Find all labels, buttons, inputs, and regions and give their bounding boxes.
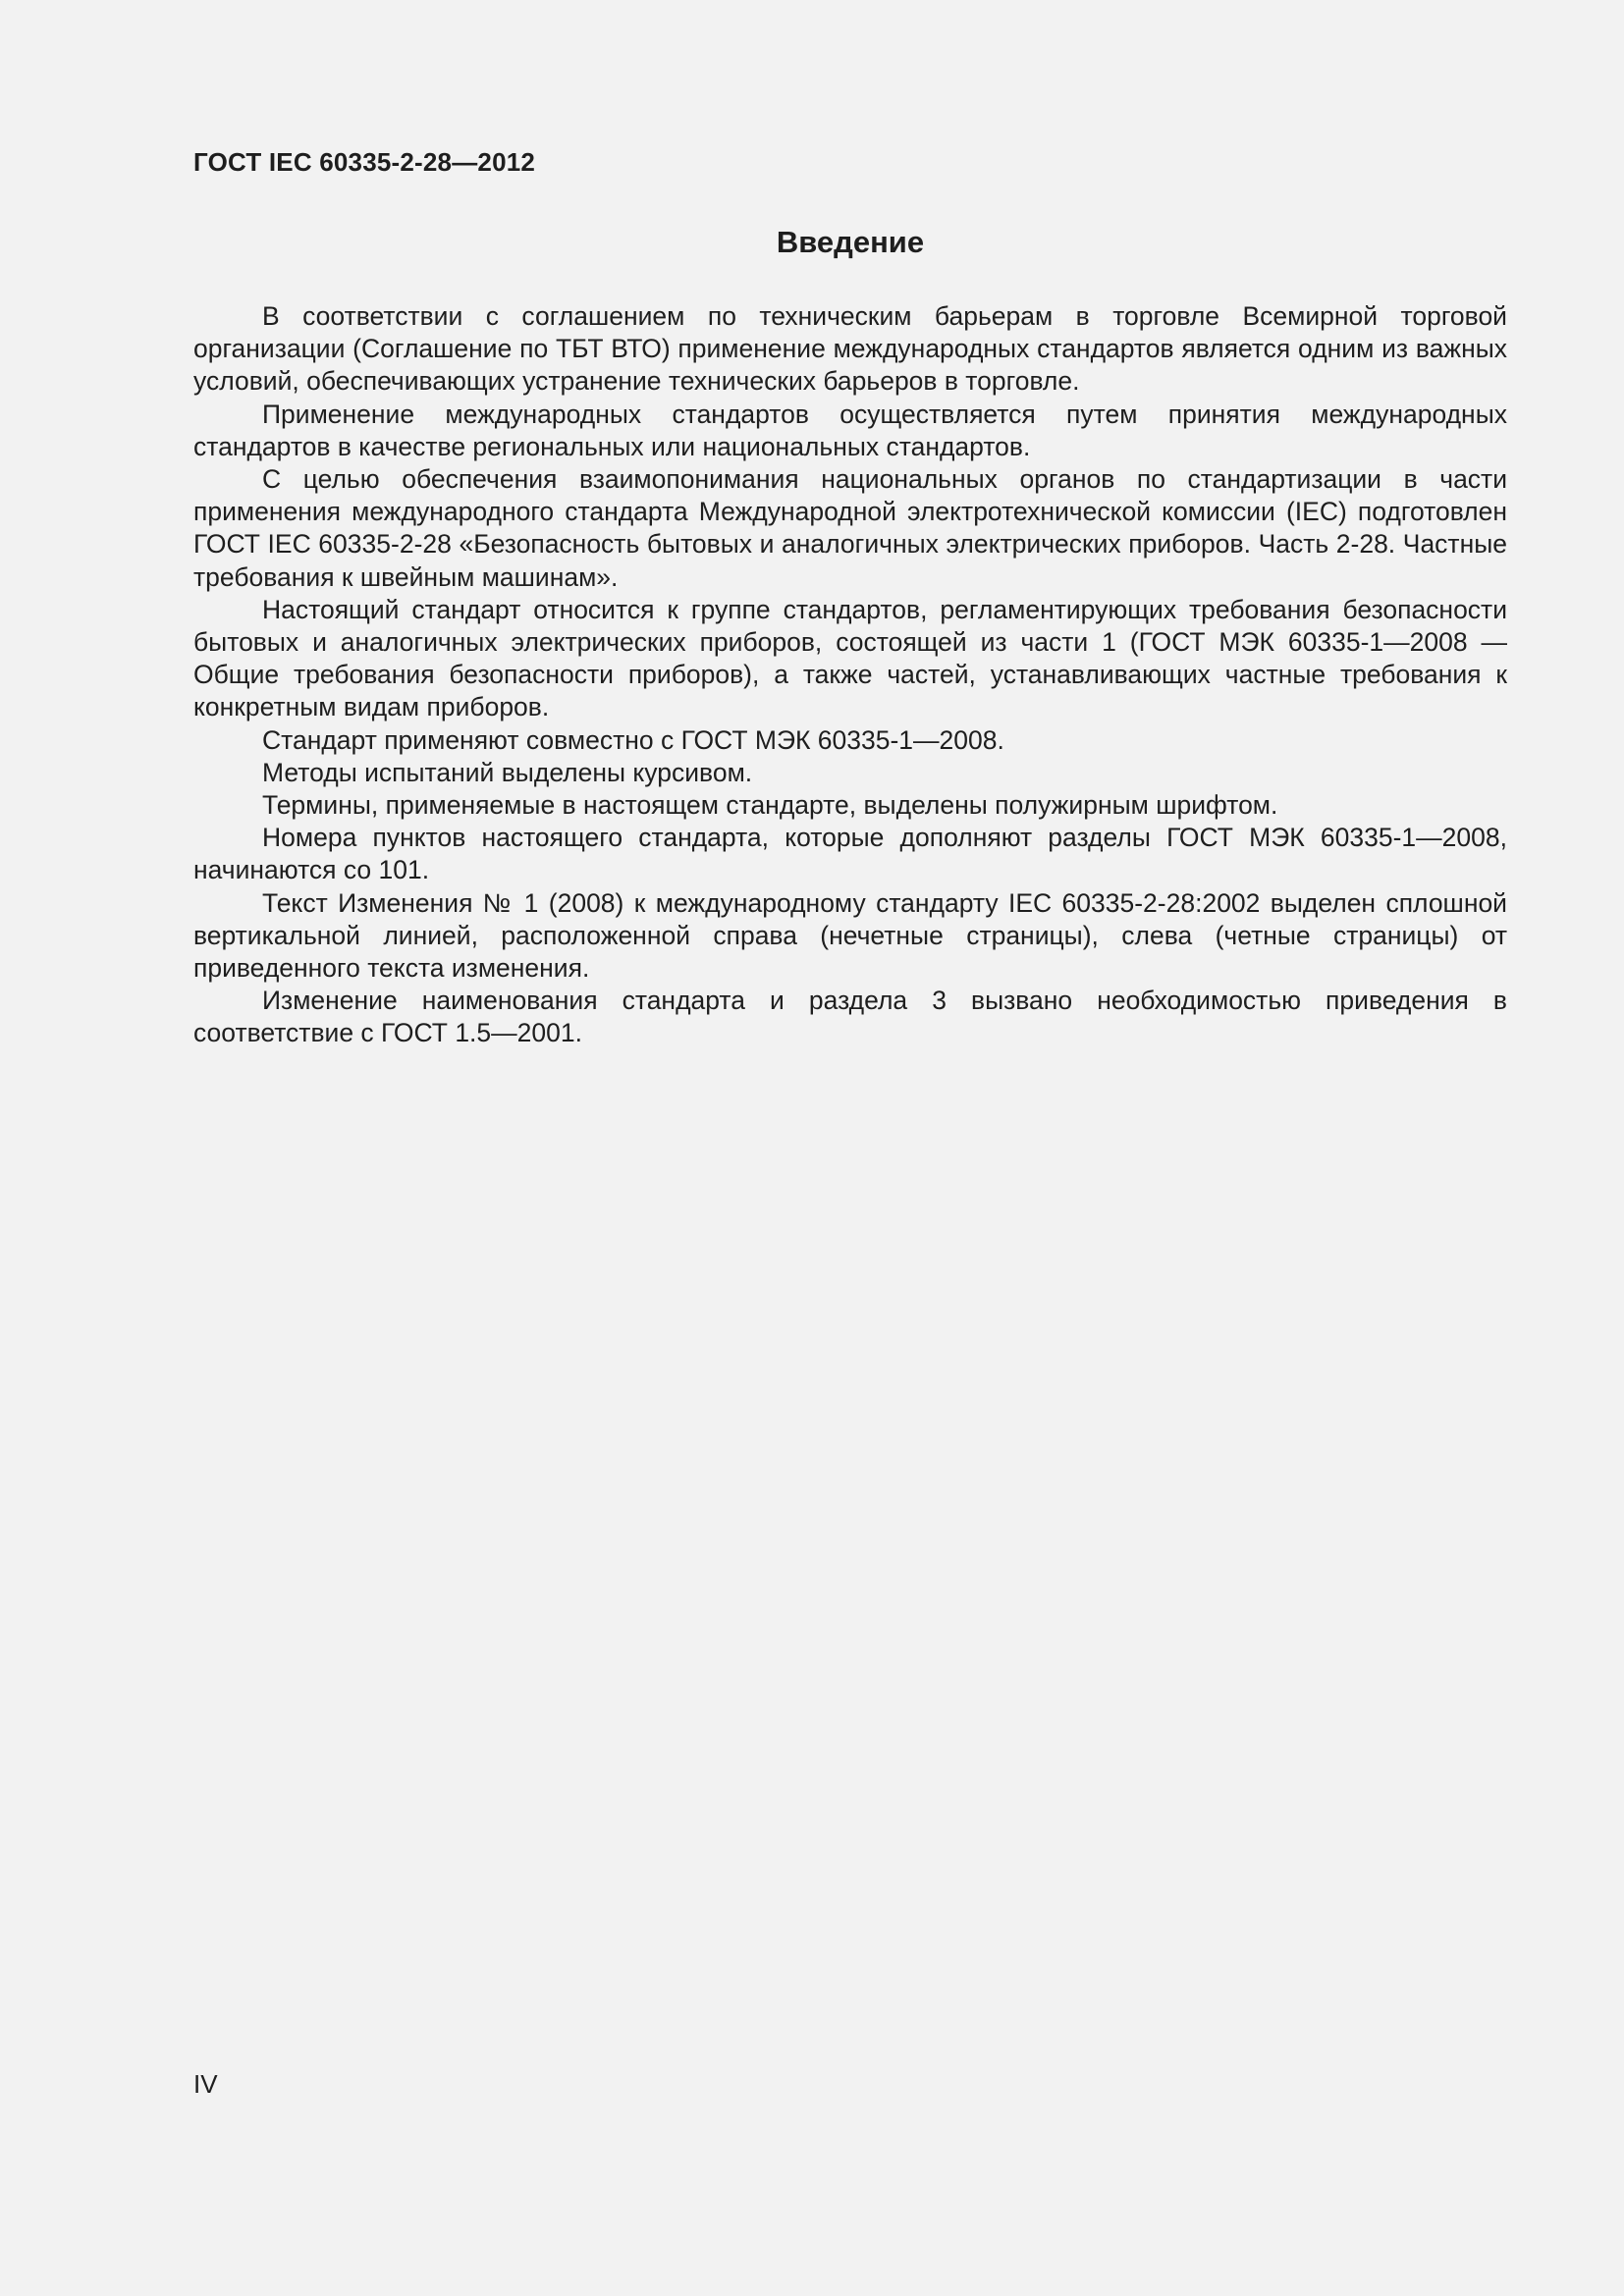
page-number: IV	[193, 2069, 218, 2099]
body-text	[193, 300, 1507, 1050]
paragraph: Текст Изменения № 1 (2008) к международному стандарту IEC 60335-2-28:2002 выделен сплошной вертикальной линией, расположенной справа (нечетные страницы), слева (четные страницы) от приведенного текста изменения.	[193, 887, 1507, 984]
paragraph: В соответствии с соглашением по техническим барьерам в торговле Всемирной торговой организации (Соглашение по ТБТ ВТО) применение международных стандартов является одним из важных условий, обеспечивающих устранение технических барьеров в торговле.	[193, 301, 1507, 397]
paragraph: Изменение наименования стандарта и раздела 3 вызвано необходимостью приведения в соответствие с ГОСТ 1.5—2001.	[193, 986, 1507, 1048]
paragraph: С целью обеспечения взаимопонимания национальных органов по стандартизации в части применения международного стандарта Международной электротехнической комиссии (IEC) подготовлен ГОСТ IEC 60335-2-28 «Безопасность бытовых и аналогичных электрических приборов. Часть 2-28. Частные требования к швейным машинам».	[193, 464, 1507, 592]
paragraph: Стандарт применяют совместно с ГОСТ МЭК 60335-1—2008.	[262, 724, 1004, 755]
document-header: ГОСТ IEC 60335-2-28—2012	[193, 147, 536, 177]
paragraph: Применение международных стандартов осуществляется путем принятия международных стандартов в качестве региональных или национальных стандартов.	[193, 399, 1507, 461]
paragraph: Настоящий стандарт относится к группе стандартов, регламентирующих требования безопасности бытовых и аналогичных электрических приборов, состоящей из части 1 (ГОСТ МЭК 60335-1—2008 — Общие требования безопасности приборов), а также частей, устанавливающих частные требования к конкретным видам приборов.	[193, 594, 1507, 722]
paragraph: Методы испытаний выделены курсивом.	[262, 757, 753, 787]
paragraph: Термины, применяемые в настоящем стандарте, выделены полужирным шрифтом.	[262, 790, 1278, 821]
paragraph: Номера пунктов настоящего стандарта, которые дополняют разделы ГОСТ МЭК 60335-1—2008, начинаются со 101.	[193, 823, 1507, 885]
section-title: Введение	[776, 225, 925, 259]
